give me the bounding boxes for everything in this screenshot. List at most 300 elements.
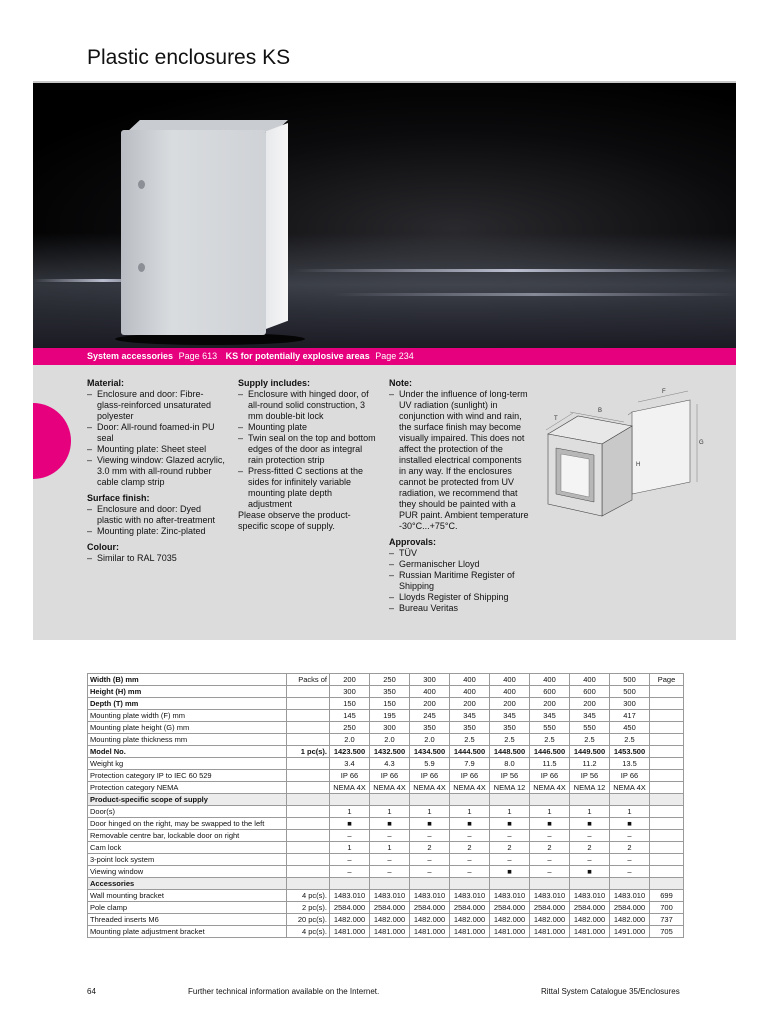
row-label: Height (H) mm bbox=[88, 686, 287, 698]
row-label: Weight kg bbox=[88, 758, 287, 770]
list-item: – Viewing window: Glazed acrylic, 3.0 mm with all-round rubber cable clamp strip bbox=[87, 455, 227, 488]
table-cell: 1 bbox=[490, 806, 530, 818]
explosive-areas-page[interactable]: Page 234 bbox=[375, 351, 414, 361]
table-cell: 1448.500 bbox=[490, 746, 530, 758]
table-cell: 2 bbox=[530, 842, 570, 854]
supply-heading: Supply includes: bbox=[238, 378, 311, 388]
table-cell: 1453.500 bbox=[610, 746, 650, 758]
table-row bbox=[88, 674, 684, 686]
table-cell: 1482.000 bbox=[410, 914, 450, 926]
row-label: Pole clamp bbox=[88, 902, 287, 914]
list-item: – Similar to RAL 7035 bbox=[87, 553, 227, 564]
table-cell: – bbox=[610, 866, 650, 878]
table-cell: 1481.000 bbox=[410, 926, 450, 938]
list-item: – Door: All-round foamed-in PU seal bbox=[87, 422, 227, 444]
list-item: – Enclosure with hinged door, of all-round solid construction, 3 mm double-bit lock bbox=[238, 389, 378, 422]
table-cell: 700 bbox=[650, 902, 684, 914]
table-row bbox=[88, 914, 684, 926]
table-row bbox=[88, 866, 684, 878]
table-cell bbox=[287, 734, 330, 746]
table-cell: 2.0 bbox=[410, 734, 450, 746]
table-cell: 200 bbox=[410, 698, 450, 710]
system-accessories-label: System accessories bbox=[87, 351, 174, 361]
list-item: – Twin seal on the top and bottom edges of the door as integral rain protection strip bbox=[238, 433, 378, 466]
table-cell: 5.9 bbox=[410, 758, 450, 770]
table-cell: 2.5 bbox=[570, 734, 610, 746]
table-cell bbox=[650, 710, 684, 722]
table-cell: – bbox=[450, 854, 490, 866]
explosive-areas-label: KS for potentially explosive areas bbox=[225, 351, 370, 361]
row-label: Width (B) mm bbox=[88, 674, 287, 686]
table-cell: – bbox=[450, 830, 490, 842]
row-label: Mounting plate height (G) mm bbox=[88, 722, 287, 734]
table-cell bbox=[650, 866, 684, 878]
list-item: – Enclosure and door: Dyed plastic with no after-treatment bbox=[87, 504, 227, 526]
table-cell: 1 pc(s). bbox=[287, 746, 330, 758]
page-title: Plastic enclosures KS bbox=[87, 46, 291, 69]
table-cell bbox=[287, 806, 330, 818]
table-cell: ■ bbox=[530, 818, 570, 830]
table-cell: 2 bbox=[450, 842, 490, 854]
table-cell: IP 56 bbox=[570, 770, 610, 782]
table-cell bbox=[410, 878, 450, 890]
table-cell: 550 bbox=[530, 722, 570, 734]
dimension-label-f: F bbox=[662, 389, 666, 395]
table-row bbox=[88, 806, 684, 818]
table-cell bbox=[450, 878, 490, 890]
table-cell: 1482.000 bbox=[530, 914, 570, 926]
table-cell: ■ bbox=[490, 818, 530, 830]
table-cell: 200 bbox=[490, 698, 530, 710]
table-cell: 2.0 bbox=[370, 734, 410, 746]
table-cell bbox=[287, 830, 330, 842]
table-cell bbox=[330, 794, 370, 806]
table-cell: 500 bbox=[610, 674, 650, 686]
table-cell: 1 bbox=[570, 806, 610, 818]
table-row bbox=[88, 734, 684, 746]
table-row bbox=[88, 686, 684, 698]
table-cell: NEMA 12 bbox=[490, 782, 530, 794]
table-cell: 200 bbox=[450, 698, 490, 710]
table-cell: 2584.000 bbox=[410, 902, 450, 914]
hinge-icon bbox=[138, 180, 145, 189]
table-row bbox=[88, 770, 684, 782]
table-cell bbox=[610, 794, 650, 806]
table-cell bbox=[650, 878, 684, 890]
table-cell bbox=[650, 722, 684, 734]
table-cell: 400 bbox=[490, 674, 530, 686]
table-cell bbox=[490, 878, 530, 890]
table-cell: 2584.000 bbox=[570, 902, 610, 914]
table-cell: 2 bbox=[490, 842, 530, 854]
table-cell: 2.5 bbox=[530, 734, 570, 746]
material-heading: Material: bbox=[87, 378, 125, 388]
table-cell: – bbox=[370, 830, 410, 842]
table-cell: 8.0 bbox=[490, 758, 530, 770]
table-cell: 350 bbox=[450, 722, 490, 734]
table-cell: 1 bbox=[370, 842, 410, 854]
table-cell: 150 bbox=[370, 698, 410, 710]
table-cell bbox=[370, 794, 410, 806]
table-row bbox=[88, 854, 684, 866]
table-cell: 2.5 bbox=[490, 734, 530, 746]
table-cell bbox=[610, 878, 650, 890]
table-cell: 345 bbox=[570, 710, 610, 722]
table-cell bbox=[410, 794, 450, 806]
table-cell: 400 bbox=[450, 674, 490, 686]
table-cell: 300 bbox=[610, 698, 650, 710]
row-label: Product-specific scope of supply bbox=[88, 794, 287, 806]
table-cell bbox=[650, 794, 684, 806]
table-cell bbox=[287, 770, 330, 782]
table-cell: 11.2 bbox=[570, 758, 610, 770]
table-cell: – bbox=[530, 854, 570, 866]
table-cell bbox=[650, 686, 684, 698]
table-cell: ■ bbox=[370, 818, 410, 830]
table-cell: 1481.000 bbox=[530, 926, 570, 938]
table-cell bbox=[370, 878, 410, 890]
table-cell bbox=[450, 794, 490, 806]
dimension-label-h: H bbox=[636, 462, 641, 468]
hinge-icon bbox=[138, 263, 145, 272]
table-cell: 600 bbox=[530, 686, 570, 698]
table-cell: 400 bbox=[530, 674, 570, 686]
approvals-list bbox=[389, 548, 529, 614]
table-cell: – bbox=[490, 854, 530, 866]
table-cell bbox=[650, 830, 684, 842]
table-cell: 1483.010 bbox=[610, 890, 650, 902]
table-cell: 200 bbox=[330, 674, 370, 686]
dimension-diagram bbox=[540, 382, 705, 517]
table-row bbox=[88, 746, 684, 758]
table-row bbox=[88, 698, 684, 710]
row-label: Mounting plate adjustment bracket bbox=[88, 926, 287, 938]
product-photo bbox=[33, 83, 736, 348]
table-cell: 1482.000 bbox=[610, 914, 650, 926]
table-cell bbox=[287, 686, 330, 698]
table-row bbox=[88, 710, 684, 722]
table-cell: – bbox=[530, 830, 570, 842]
table-cell: 1482.000 bbox=[450, 914, 490, 926]
table-cell: IP 66 bbox=[610, 770, 650, 782]
column-note bbox=[389, 378, 529, 614]
table-cell bbox=[287, 818, 330, 830]
table-cell: 1481.000 bbox=[570, 926, 610, 938]
table-cell: IP 56 bbox=[490, 770, 530, 782]
table-cell: 400 bbox=[410, 686, 450, 698]
table-cell: 450 bbox=[610, 722, 650, 734]
table-cell: 250 bbox=[330, 722, 370, 734]
table-cell bbox=[287, 758, 330, 770]
table-row bbox=[88, 830, 684, 842]
spec-table bbox=[87, 673, 684, 938]
table-cell: 1483.010 bbox=[490, 890, 530, 902]
column-supply bbox=[238, 378, 378, 532]
table-cell: IP 66 bbox=[450, 770, 490, 782]
row-label: Accessories bbox=[88, 878, 287, 890]
table-cell: IP 66 bbox=[530, 770, 570, 782]
table-row bbox=[88, 890, 684, 902]
table-cell: 7.9 bbox=[450, 758, 490, 770]
table-cell: 345 bbox=[530, 710, 570, 722]
table-row bbox=[88, 782, 684, 794]
table-cell: 1481.000 bbox=[330, 926, 370, 938]
table-cell: 1444.500 bbox=[450, 746, 490, 758]
table-cell: 2 bbox=[570, 842, 610, 854]
table-cell: NEMA 4X bbox=[370, 782, 410, 794]
table-cell: 737 bbox=[650, 914, 684, 926]
table-cell: 2584.000 bbox=[330, 902, 370, 914]
table-cell: 1 bbox=[370, 806, 410, 818]
table-cell bbox=[287, 698, 330, 710]
table-cell: 300 bbox=[330, 686, 370, 698]
footer-info: Further technical information available on the Internet. bbox=[188, 987, 380, 996]
supply-note: Please observe the product-specific scope of supply. bbox=[238, 510, 351, 531]
table-cell: IP 66 bbox=[410, 770, 450, 782]
list-item: – Mounting plate bbox=[238, 422, 378, 433]
table-cell: NEMA 4X bbox=[410, 782, 450, 794]
table-row bbox=[88, 842, 684, 854]
table-cell: 2.5 bbox=[610, 734, 650, 746]
table-cell bbox=[287, 794, 330, 806]
table-cell: ■ bbox=[610, 818, 650, 830]
table-cell bbox=[530, 878, 570, 890]
table-cell: – bbox=[330, 830, 370, 842]
table-cell: 400 bbox=[570, 674, 610, 686]
table-cell: 699 bbox=[650, 890, 684, 902]
table-cell: 1449.500 bbox=[570, 746, 610, 758]
row-label: 3-point lock system bbox=[88, 854, 287, 866]
list-item: – Germanischer Lloyd bbox=[389, 559, 529, 570]
table-cell: 1482.000 bbox=[490, 914, 530, 926]
list-item: – Enclosure and door: Fibre-glass-reinforced unsaturated polyester bbox=[87, 389, 227, 422]
column-material bbox=[87, 378, 227, 564]
system-accessories-page[interactable]: Page 613 bbox=[178, 351, 218, 361]
table-cell: 1 bbox=[410, 806, 450, 818]
table-cell: – bbox=[530, 866, 570, 878]
table-cell: 1482.000 bbox=[330, 914, 370, 926]
table-cell: ■ bbox=[570, 866, 610, 878]
table-cell: 300 bbox=[370, 722, 410, 734]
table-cell bbox=[287, 722, 330, 734]
colour-list bbox=[87, 553, 227, 564]
table-cell: 600 bbox=[570, 686, 610, 698]
table-cell: 2584.000 bbox=[490, 902, 530, 914]
table-cell: ■ bbox=[410, 818, 450, 830]
table-cell: IP 66 bbox=[370, 770, 410, 782]
table-cell bbox=[490, 794, 530, 806]
table-cell: – bbox=[370, 854, 410, 866]
table-cell bbox=[650, 806, 684, 818]
list-item: – Lloyds Register of Shipping bbox=[389, 592, 529, 603]
table-row bbox=[88, 926, 684, 938]
table-cell: 4 pc(s). bbox=[287, 890, 330, 902]
table-cell: – bbox=[610, 854, 650, 866]
table-cell: 195 bbox=[370, 710, 410, 722]
table-cell: 350 bbox=[370, 686, 410, 698]
row-label: Protection category IP to IEC 60 529 bbox=[88, 770, 287, 782]
table-cell: 1481.000 bbox=[450, 926, 490, 938]
table-cell bbox=[650, 698, 684, 710]
table-cell: 1483.010 bbox=[530, 890, 570, 902]
table-cell: – bbox=[330, 866, 370, 878]
table-cell: 350 bbox=[490, 722, 530, 734]
table-cell: – bbox=[370, 866, 410, 878]
table-cell bbox=[330, 878, 370, 890]
table-cell: Packs of bbox=[287, 674, 330, 686]
table-cell: 2 bbox=[610, 842, 650, 854]
table-cell: – bbox=[410, 866, 450, 878]
table-cell: 1 bbox=[530, 806, 570, 818]
table-cell: 245 bbox=[410, 710, 450, 722]
list-item: – Russian Maritime Register of Shipping bbox=[389, 570, 529, 592]
table-cell: – bbox=[330, 854, 370, 866]
row-label: Threaded inserts M6 bbox=[88, 914, 287, 926]
table-cell: 1483.010 bbox=[410, 890, 450, 902]
list-item: – TÜV bbox=[389, 548, 529, 559]
table-cell: NEMA 4X bbox=[450, 782, 490, 794]
table-cell: 1482.000 bbox=[570, 914, 610, 926]
table-cell: 1 bbox=[450, 806, 490, 818]
dimension-label-t: T bbox=[554, 416, 558, 422]
table-cell: – bbox=[570, 830, 610, 842]
table-cell: 3.4 bbox=[330, 758, 370, 770]
enclosure-image bbox=[121, 130, 266, 335]
table-cell: IP 66 bbox=[330, 770, 370, 782]
table-cell: 1483.010 bbox=[570, 890, 610, 902]
table-cell: 250 bbox=[370, 674, 410, 686]
list-item: – Press-fitted C sections at the sides for infinitely variable mounting plate depth adjustment bbox=[238, 466, 378, 510]
table-cell: 11.5 bbox=[530, 758, 570, 770]
table-cell: 345 bbox=[490, 710, 530, 722]
table-cell: 1 bbox=[330, 806, 370, 818]
footer-catalogue: Rittal System Catalogue 35/Enclosures bbox=[541, 987, 680, 996]
approvals-heading: Approvals: bbox=[389, 537, 437, 547]
surface-list bbox=[87, 504, 227, 537]
table-row bbox=[88, 758, 684, 770]
table-cell: 1483.010 bbox=[330, 890, 370, 902]
table-cell: 145 bbox=[330, 710, 370, 722]
table-cell: 400 bbox=[490, 686, 530, 698]
list-item: – Mounting plate: Sheet steel bbox=[87, 444, 227, 455]
table-cell: ■ bbox=[570, 818, 610, 830]
table-cell: 417 bbox=[610, 710, 650, 722]
row-label: Model No. bbox=[88, 746, 287, 758]
table-cell: 1491.000 bbox=[610, 926, 650, 938]
row-label: Door(s) bbox=[88, 806, 287, 818]
table-cell: ■ bbox=[450, 818, 490, 830]
table-cell: 400 bbox=[450, 686, 490, 698]
table-cell: 200 bbox=[570, 698, 610, 710]
table-cell: 200 bbox=[530, 698, 570, 710]
table-cell: 4 pc(s). bbox=[287, 926, 330, 938]
row-label: Wall mounting bracket bbox=[88, 890, 287, 902]
table-cell: – bbox=[450, 866, 490, 878]
colour-heading: Colour: bbox=[87, 542, 119, 552]
table-cell bbox=[650, 734, 684, 746]
table-row bbox=[88, 722, 684, 734]
table-row bbox=[88, 818, 684, 830]
list-item: – Under the influence of long-term UV radiation (sunlight) in conjunction with wind and rain, the surface finish may become visually impaired. This does not affect the protection of the installed electrical components in any way. If the enclosures cannot be protected from UV radiation, we recommend that they should be painted with a PUR paint. Ambient temperature -30°C...+75°C. bbox=[389, 389, 529, 532]
table-cell: – bbox=[410, 830, 450, 842]
dimension-label-b: B bbox=[598, 408, 603, 414]
table-cell: 1481.000 bbox=[370, 926, 410, 938]
table-cell: 1434.500 bbox=[410, 746, 450, 758]
table-cell: 1423.500 bbox=[330, 746, 370, 758]
table-cell: NEMA 4X bbox=[610, 782, 650, 794]
table-cell: – bbox=[570, 854, 610, 866]
table-cell: NEMA 12 bbox=[570, 782, 610, 794]
table-cell bbox=[650, 758, 684, 770]
row-label: Viewing window bbox=[88, 866, 287, 878]
table-cell bbox=[287, 866, 330, 878]
table-cell: 705 bbox=[650, 926, 684, 938]
table-cell: NEMA 4X bbox=[530, 782, 570, 794]
table-cell bbox=[650, 818, 684, 830]
table-cell: NEMA 4X bbox=[330, 782, 370, 794]
table-cell: 1432.500 bbox=[370, 746, 410, 758]
table-cell: 2584.000 bbox=[530, 902, 570, 914]
table-row bbox=[88, 902, 684, 914]
row-label: Protection category NEMA bbox=[88, 782, 287, 794]
table-cell: 1483.010 bbox=[370, 890, 410, 902]
table-cell: 2.5 bbox=[450, 734, 490, 746]
table-cell bbox=[287, 854, 330, 866]
table-cell: 1483.010 bbox=[450, 890, 490, 902]
accessory-bar bbox=[33, 348, 736, 365]
table-row bbox=[88, 878, 684, 890]
table-cell bbox=[650, 782, 684, 794]
table-cell: 2584.000 bbox=[450, 902, 490, 914]
spec-table-body bbox=[88, 674, 684, 938]
table-cell: 13.5 bbox=[610, 758, 650, 770]
table-cell bbox=[650, 842, 684, 854]
table-cell: 1482.000 bbox=[370, 914, 410, 926]
table-cell: 1 bbox=[330, 842, 370, 854]
page-number: 64 bbox=[87, 987, 96, 996]
table-cell: ■ bbox=[330, 818, 370, 830]
table-cell: 2584.000 bbox=[370, 902, 410, 914]
table-cell: 1481.000 bbox=[490, 926, 530, 938]
table-cell bbox=[287, 842, 330, 854]
table-cell bbox=[650, 854, 684, 866]
table-cell: 20 pc(s). bbox=[287, 914, 330, 926]
table-cell bbox=[530, 794, 570, 806]
row-label: Removable centre bar, lockable door on right bbox=[88, 830, 287, 842]
note-heading: Note: bbox=[389, 378, 412, 388]
table-cell: ■ bbox=[490, 866, 530, 878]
row-label: Cam lock bbox=[88, 842, 287, 854]
table-cell: 2 bbox=[410, 842, 450, 854]
row-label: Door hinged on the right, may be swapped to the left bbox=[88, 818, 287, 830]
note-list bbox=[389, 389, 529, 532]
row-label: Mounting plate thickness mm bbox=[88, 734, 287, 746]
table-cell: – bbox=[410, 854, 450, 866]
dimension-label-g: G bbox=[699, 440, 704, 446]
table-cell: 150 bbox=[330, 698, 370, 710]
list-item: – Mounting plate: Zinc-plated bbox=[87, 526, 227, 537]
table-cell: 1 bbox=[610, 806, 650, 818]
list-item: – Bureau Veritas bbox=[389, 603, 529, 614]
table-cell: 2 pc(s). bbox=[287, 902, 330, 914]
row-label: Mounting plate width (F) mm bbox=[88, 710, 287, 722]
table-cell: – bbox=[490, 830, 530, 842]
table-cell bbox=[287, 782, 330, 794]
table-cell: 345 bbox=[450, 710, 490, 722]
table-cell bbox=[570, 794, 610, 806]
row-label: Depth (T) mm bbox=[88, 698, 287, 710]
surface-heading: Surface finish: bbox=[87, 493, 150, 503]
